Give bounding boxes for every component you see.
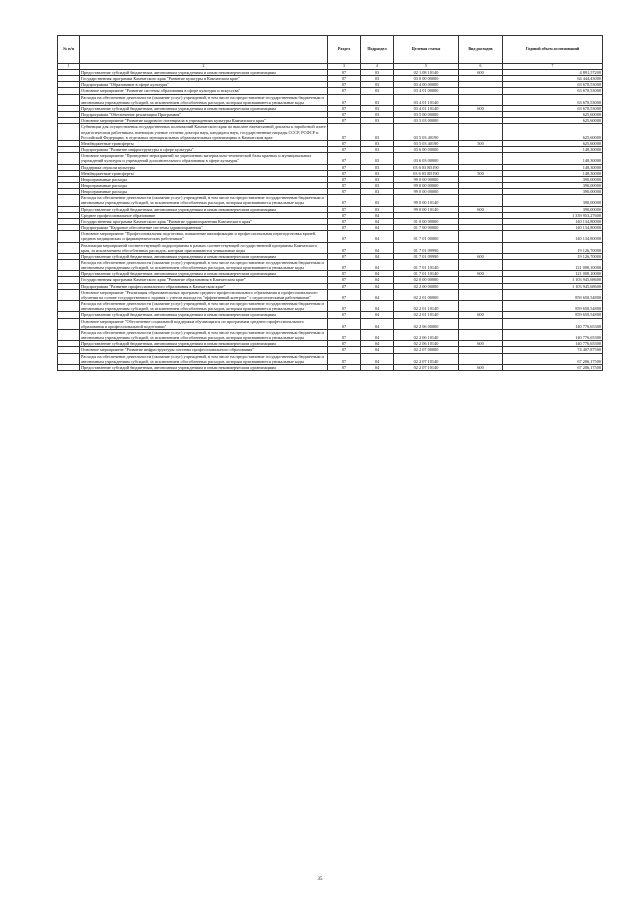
row-name: Основное мероприятие "Профессиональная подготовка, повышение квалификации и профессиональная переподготовка врачей, средних медицинских и фармацевтических работников" <box>80 231 328 242</box>
row-section: 07 <box>328 94 361 105</box>
row-subsection: 04 <box>361 318 394 329</box>
row-article: 03 5 03 40190 <box>394 140 459 146</box>
row-kind: 600 <box>459 364 503 370</box>
row-number <box>58 231 80 242</box>
row-amount: 859 650,54800 <box>503 289 603 300</box>
row-article: 03 4 01 10140 <box>394 105 459 111</box>
row-name: Среднее профессиональное образование <box>80 212 328 218</box>
row-section: 07 <box>328 76 361 82</box>
row-number <box>58 329 80 340</box>
row-article: 03 6 00 00000 <box>394 147 459 153</box>
row-section: 07 <box>328 364 361 370</box>
row-amount: 19 126,70000 <box>503 253 603 259</box>
row-section: 07 <box>328 170 361 176</box>
row-section: 07 <box>328 212 361 218</box>
row-amount: 859 650,54800 <box>503 312 603 318</box>
row-name: Предоставление субсидий бюджетным, автономным учреждениям и иным некоммерческим организациям <box>80 341 328 347</box>
row-number <box>58 153 80 164</box>
header-subsection: Подраздел <box>361 36 394 64</box>
table-row <box>58 195 603 206</box>
row-amount: 140 776,65300 <box>503 341 603 347</box>
row-article: 99 0 00 10140 <box>394 206 459 212</box>
row-name: Расходы на обеспечение деятельности (оказание услуг) учреждений, в том числе на предоставление государственным бюджетным и автономным учреждениям субсидий, за исключением обособленных расходов, которым присваиваются уникальные коды <box>80 94 328 105</box>
row-subsection: 04 <box>361 225 394 231</box>
row-amount: 74 407,87500 <box>503 347 603 353</box>
row-amount: 148,30000 <box>503 153 603 164</box>
row-article: 02 2 06 00000 <box>394 318 459 329</box>
table-row <box>58 289 603 300</box>
row-amount: 63 670,53000 <box>503 82 603 88</box>
budget-table <box>57 35 603 371</box>
row-kind: 600 <box>459 105 503 111</box>
row-name: Межбюджетные трансферты <box>80 170 328 176</box>
row-article: 02 2 07 00000 <box>394 347 459 353</box>
row-subsection: 04 <box>361 218 394 224</box>
row-number <box>58 289 80 300</box>
row-name: Основное мероприятие "Развитие инфраструктуры системы профессионального образования" <box>80 347 328 353</box>
row-subsection: 03 <box>361 94 394 105</box>
row-article: 03 5 00 00000 <box>394 112 459 118</box>
row-subsection: 04 <box>361 341 394 347</box>
row-article: 02 2 07 10140 <box>394 364 459 370</box>
row-amount: 4 891,57200 <box>503 70 603 76</box>
row-section: 07 <box>328 218 361 224</box>
row-subsection: 03 <box>361 140 394 146</box>
row-subsection: 04 <box>361 242 394 253</box>
table-row <box>58 153 603 164</box>
table-row <box>58 318 603 329</box>
row-article: 03 6 03 00000 <box>394 153 459 164</box>
row-subsection: 03 <box>361 147 394 153</box>
row-subsection: 03 <box>361 118 394 124</box>
row-name: Государственная программа Камчатского края "Развитие культуры в Камчатском крае" <box>80 76 328 82</box>
row-name: Расходы на обеспечение деятельности (оказание услуг) учреждений, в том числе на предоставление государственным бюджетным и автономным учреждениям субсидий, за исключением обособленных расходов, которым присваиваются уникальные коды <box>80 195 328 206</box>
row-name: Предоставление субсидий бюджетным, автономным учреждениям и иным некоммерческим организациям <box>80 105 328 111</box>
row-amount: 148,30000 <box>503 147 603 153</box>
row-amount: 390,00000 <box>503 206 603 212</box>
row-article: 02 2 01 10140 <box>394 301 459 312</box>
row-section: 07 <box>328 312 361 318</box>
row-amount: 625,60000 <box>503 124 603 140</box>
row-kind: 600 <box>459 271 503 277</box>
row-kind <box>459 318 503 329</box>
row-number <box>58 260 80 271</box>
row-subsection: 04 <box>361 364 394 370</box>
header-section: Раздел <box>328 36 361 64</box>
row-name: Межбюджетные трансферты <box>80 140 328 146</box>
row-amount: 859 650,54800 <box>503 301 603 312</box>
row-subsection: 03 <box>361 206 394 212</box>
row-article: 02 1 08 10140 <box>394 70 459 76</box>
row-subsection: 04 <box>361 347 394 353</box>
row-section: 07 <box>328 112 361 118</box>
row-name: Реализация мероприятий соответствующей подпрограммы в рамках соответствующей государственной программы Камчатского края, за исключением обособленных расходов, которым присваиваются уникальные коды <box>80 242 328 253</box>
row-article: 01 7 01 00000 <box>394 231 459 242</box>
row-section: 07 <box>328 242 361 253</box>
row-name: Предоставление субсидий бюджетным, автономным учреждениям и иным некоммерческим организациям <box>80 70 328 76</box>
row-article: 03 0 00 00000 <box>394 76 459 82</box>
row-subsection: 04 <box>361 277 394 283</box>
table-row <box>58 231 603 242</box>
row-article: 03 4 01 00000 <box>394 88 459 94</box>
row-amount: 625,60000 <box>503 118 603 124</box>
row-article: 01 7 01 10140 <box>394 260 459 271</box>
row-subsection: 04 <box>361 301 394 312</box>
row-name: Предоставление субсидий бюджетным, автономным учреждениям и иным некоммерческим организациям <box>80 364 328 370</box>
table-row <box>58 124 603 140</box>
row-article: 03 4 00 00000 <box>394 82 459 88</box>
row-name: Подпрограмма "Развитие профессионального образования в Камчатском крае" <box>80 283 328 289</box>
header-article: Целевая статья <box>394 36 459 64</box>
header-name <box>80 36 328 64</box>
row-amount: 19 126,70000 <box>503 242 603 253</box>
row-amount: 64 444,43000 <box>503 76 603 82</box>
row-amount: 1 103 945,68600 <box>503 283 603 289</box>
row-amount: 63 670,53000 <box>503 88 603 94</box>
table-row <box>58 364 603 370</box>
row-section: 07 <box>328 195 361 206</box>
row-kind <box>459 195 503 206</box>
row-amount: 140 134,80000 <box>503 218 603 224</box>
row-name: Предоставление субсидий бюджетным, автономным учреждениям и иным некоммерческим организациям <box>80 253 328 259</box>
row-name: Непрограммные расходы <box>80 189 328 195</box>
row-name: Непрограммные расходы <box>80 182 328 188</box>
row-subsection: 03 <box>361 164 394 170</box>
row-amount: 390,00000 <box>503 195 603 206</box>
row-subsection: 03 <box>361 189 394 195</box>
row-section: 07 <box>328 329 361 340</box>
row-amount: 121 008,10000 <box>503 260 603 271</box>
row-name: Поддержка отрасли культуры <box>80 164 328 170</box>
row-amount: 140 134,80000 <box>503 231 603 242</box>
row-amount: 390,00000 <box>503 189 603 195</box>
row-subsection: 04 <box>361 312 394 318</box>
row-subsection: 04 <box>361 353 394 364</box>
row-subsection: 04 <box>361 253 394 259</box>
row-name: Расходы на обеспечение деятельности (оказание услуг) учреждений, в том числе на предоставление государственным бюджетным и автономным учреждениям субсидий, за исключением обособленных расходов, которым присваиваются уникальные коды <box>80 301 328 312</box>
row-kind <box>459 242 503 253</box>
table-row <box>58 94 603 105</box>
row-amount: 625,60000 <box>503 112 603 118</box>
row-article: 02 2 01 00000 <box>394 289 459 300</box>
row-kind <box>459 353 503 364</box>
row-amount: 63 670,53000 <box>503 105 603 111</box>
row-section: 07 <box>328 341 361 347</box>
page-number: 35 <box>317 877 323 882</box>
row-section: 07 <box>328 277 361 283</box>
row-section: 07 <box>328 353 361 364</box>
row-section: 07 <box>328 70 361 76</box>
row-section: 07 <box>328 164 361 170</box>
row-subsection: 03 <box>361 88 394 94</box>
row-amount: 140 776,65300 <box>503 318 603 329</box>
header-kind: Вид расходов <box>459 36 503 64</box>
row-subsection: 03 <box>361 182 394 188</box>
row-number <box>58 124 80 140</box>
row-section: 07 <box>328 271 361 277</box>
row-subsection: 03 <box>361 176 394 182</box>
row-article: 03 5 03 00000 <box>394 118 459 124</box>
row-article: 01 7 01 09990 <box>394 253 459 259</box>
row-number <box>58 242 80 253</box>
row-article: 01 0 00 00000 <box>394 218 459 224</box>
row-kind: 600 <box>459 312 503 318</box>
table-row <box>58 329 603 340</box>
row-number <box>58 301 80 312</box>
row-subsection: 04 <box>361 329 394 340</box>
row-number <box>58 195 80 206</box>
row-number <box>58 353 80 364</box>
table-header-row <box>58 36 603 64</box>
row-name: Основное мероприятие "Проведение мероприятий по укреплению материально-технической базы краевых и муниципальных учреждений культуры и учреждений дополнительного образования в сфере культуры" <box>80 153 328 164</box>
row-name: Расходы на обеспечение деятельности (оказание услуг) учреждений, в том числе на предоставление государственным бюджетным и автономным учреждениям субсидий, за исключением обособленных расходов, которым присваиваются уникальные коды <box>80 260 328 271</box>
table-body <box>58 70 603 371</box>
row-kind <box>459 153 503 164</box>
row-name: Основное мероприятие "Развитие системы образования в сфере культуры и искусства" <box>80 88 328 94</box>
row-subsection: 03 <box>361 82 394 88</box>
row-article: 99 0 00 00000 <box>394 189 459 195</box>
row-amount: 390,00000 <box>503 182 603 188</box>
row-article: 03 4 01 10140 <box>394 94 459 105</box>
header-amount: Годовой объем ассигнований <box>503 36 603 64</box>
row-article: 02 2 06 10140 <box>394 341 459 347</box>
column-number: 3 <box>328 64 361 70</box>
row-kind <box>459 260 503 271</box>
row-name: Подпрограмма "Обеспечение реализации Программы" <box>80 112 328 118</box>
row-amount: 1 103 945,68600 <box>503 277 603 283</box>
row-subsection: 03 <box>361 70 394 76</box>
column-number: 6 <box>459 64 503 70</box>
table-row <box>58 353 603 364</box>
row-section: 07 <box>328 82 361 88</box>
row-section: 07 <box>328 88 361 94</box>
row-article: 02 2 06 10140 <box>394 329 459 340</box>
row-subsection: 04 <box>361 283 394 289</box>
column-number: 2 <box>80 64 328 70</box>
row-name: Подпрограмма "Кадровое обеспечение системы здравоохранения" <box>80 225 328 231</box>
row-kind: 600 <box>459 70 503 76</box>
row-section: 07 <box>328 176 361 182</box>
row-subsection: 03 <box>361 105 394 111</box>
row-kind <box>459 329 503 340</box>
row-number <box>58 364 80 370</box>
row-amount: 140 134,80000 <box>503 225 603 231</box>
row-name: Подпрограмма "Образование в сфере культуры" <box>80 82 328 88</box>
row-number <box>58 318 80 329</box>
row-article: 99 0 00 00000 <box>394 176 459 182</box>
row-section: 07 <box>328 153 361 164</box>
row-kind <box>459 94 503 105</box>
column-number: 5 <box>394 64 459 70</box>
row-article: 01 7 01 10140 <box>394 271 459 277</box>
row-amount: 1 339 953,27600 <box>503 212 603 218</box>
row-subsection: 04 <box>361 231 394 242</box>
row-subsection: 03 <box>361 195 394 206</box>
row-subsection: 03 <box>361 76 394 82</box>
row-name: Государственная программа Камчатского края "Развитие здравоохранения Камчатского края" <box>80 218 328 224</box>
row-section: 07 <box>328 105 361 111</box>
row-kind: 600 <box>459 341 503 347</box>
row-article: 99 0 00 00000 <box>394 182 459 188</box>
row-section: 07 <box>328 283 361 289</box>
table-row <box>58 242 603 253</box>
row-article: 01 7 00 00000 <box>394 225 459 231</box>
column-number: 4 <box>361 64 394 70</box>
row-name: Основное мероприятие "Реализация образовательных программ среднего профессионального образования и профессионального обучения на основе государственного задания с учетом выхода на "эффективный контракт" с педагогическими работниками" <box>80 289 328 300</box>
table-row <box>58 260 603 271</box>
header-no: № п/п <box>58 36 80 64</box>
row-kind: 600 <box>459 206 503 212</box>
row-section: 07 <box>328 147 361 153</box>
row-subsection: 03 <box>361 153 394 164</box>
row-section: 07 <box>328 206 361 212</box>
row-kind: 500 <box>459 170 503 176</box>
row-name: Предоставление субсидий бюджетным, автономным учреждениям и иным некоммерческим организациям <box>80 206 328 212</box>
row-subsection: 04 <box>361 289 394 300</box>
row-amount: 140 776,65300 <box>503 329 603 340</box>
row-kind: 600 <box>459 253 503 259</box>
row-subsection: 03 <box>361 124 394 140</box>
row-subsection: 04 <box>361 212 394 218</box>
column-number: 7 <box>503 64 603 70</box>
row-name: Расходы на обеспечение деятельности (оказание услуг) учреждений, в том числе на предоставление государственным бюджетным и автономным учреждениям субсидий, за исключением обособленных расходов, которым присваиваются уникальные коды <box>80 353 328 364</box>
row-article: 03 6 03 R5190 <box>394 164 459 170</box>
row-name: Непрограммные расходы <box>80 176 328 182</box>
row-amount: 121 008,10000 <box>503 271 603 277</box>
row-amount: 625,60000 <box>503 140 603 146</box>
row-name: Предоставление субсидий бюджетным, автономным учреждениям и иным некоммерческим организациям <box>80 312 328 318</box>
row-article: 02 2 01 10140 <box>394 312 459 318</box>
row-subsection: 04 <box>361 271 394 277</box>
row-section: 07 <box>328 118 361 124</box>
row-section: 07 <box>328 318 361 329</box>
row-section: 07 <box>328 124 361 140</box>
row-section: 07 <box>328 260 361 271</box>
row-amount: 148,30000 <box>503 164 603 170</box>
row-name: Подпрограмма "Развитие инфраструктуры в сфере культуры" <box>80 147 328 153</box>
row-section: 07 <box>328 347 361 353</box>
row-article: 99 0 00 10140 <box>394 195 459 206</box>
row-section: 07 <box>328 289 361 300</box>
row-amount: 67 206,17500 <box>503 353 603 364</box>
row-subsection: 03 <box>361 112 394 118</box>
row-number <box>58 94 80 105</box>
row-amount: 67 206,17500 <box>503 364 603 370</box>
row-section: 07 <box>328 231 361 242</box>
table-row <box>58 301 603 312</box>
row-article: 03 5 03 40190 <box>394 124 459 140</box>
row-amount: 148,30000 <box>503 170 603 176</box>
row-section: 07 <box>328 253 361 259</box>
column-number: 1 <box>58 64 80 70</box>
row-article: 02 2 07 10140 <box>394 353 459 364</box>
row-kind <box>459 231 503 242</box>
row-article: 01 7 01 09990 <box>394 242 459 253</box>
row-name: Основное мероприятие "Развитие кадрового потенциала в учреждениях культуры Камчатского края" <box>80 118 328 124</box>
row-article: 02 2 00 00000 <box>394 283 459 289</box>
row-article: 03 6 03 R5190 <box>394 170 459 176</box>
row-subsection: 03 <box>361 170 394 176</box>
row-section: 07 <box>328 225 361 231</box>
row-name: Расходы на обеспечение деятельности (оказание услуг) учреждений, в том числе на предоставление государственным бюджетным и автономным учреждениям субсидий, за исключением обособленных расходов, которым присваиваются уникальные коды <box>80 329 328 340</box>
row-kind <box>459 124 503 140</box>
row-article: 02 0 00 00000 <box>394 277 459 283</box>
row-section: 07 <box>328 140 361 146</box>
row-section: 07 <box>328 182 361 188</box>
row-kind: 500 <box>459 140 503 146</box>
row-name: Основное мероприятие "Обеспечение социальной поддержки обучающихся по программам среднего профессионального образования и профессиональной подготовки" <box>80 318 328 329</box>
row-kind <box>459 301 503 312</box>
row-section: 07 <box>328 189 361 195</box>
row-amount: 63 670,53000 <box>503 94 603 105</box>
row-section: 07 <box>328 301 361 312</box>
row-subsection: 04 <box>361 260 394 271</box>
row-kind <box>459 289 503 300</box>
row-name: Субвенции для осуществления государственных полномочий Камчатского края по выплате ежемесячной доплаты к заработной плате педагогическим работникам, имеющим ученые степени доктора наук, кандидата наук, государственные награды СССР, РСФСР и Российской Федерации, в отдельных муниципальных образовательных организациях в Камчатском крае <box>81 124 326 140</box>
row-name: Государственная программа Камчатского края "Развитие образования в Камчатском крае" <box>80 277 328 283</box>
row-amount: 390,00000 <box>503 176 603 182</box>
row-name: Предоставление субсидий бюджетным, автономным учреждениям и иным некоммерческим организациям <box>80 271 328 277</box>
